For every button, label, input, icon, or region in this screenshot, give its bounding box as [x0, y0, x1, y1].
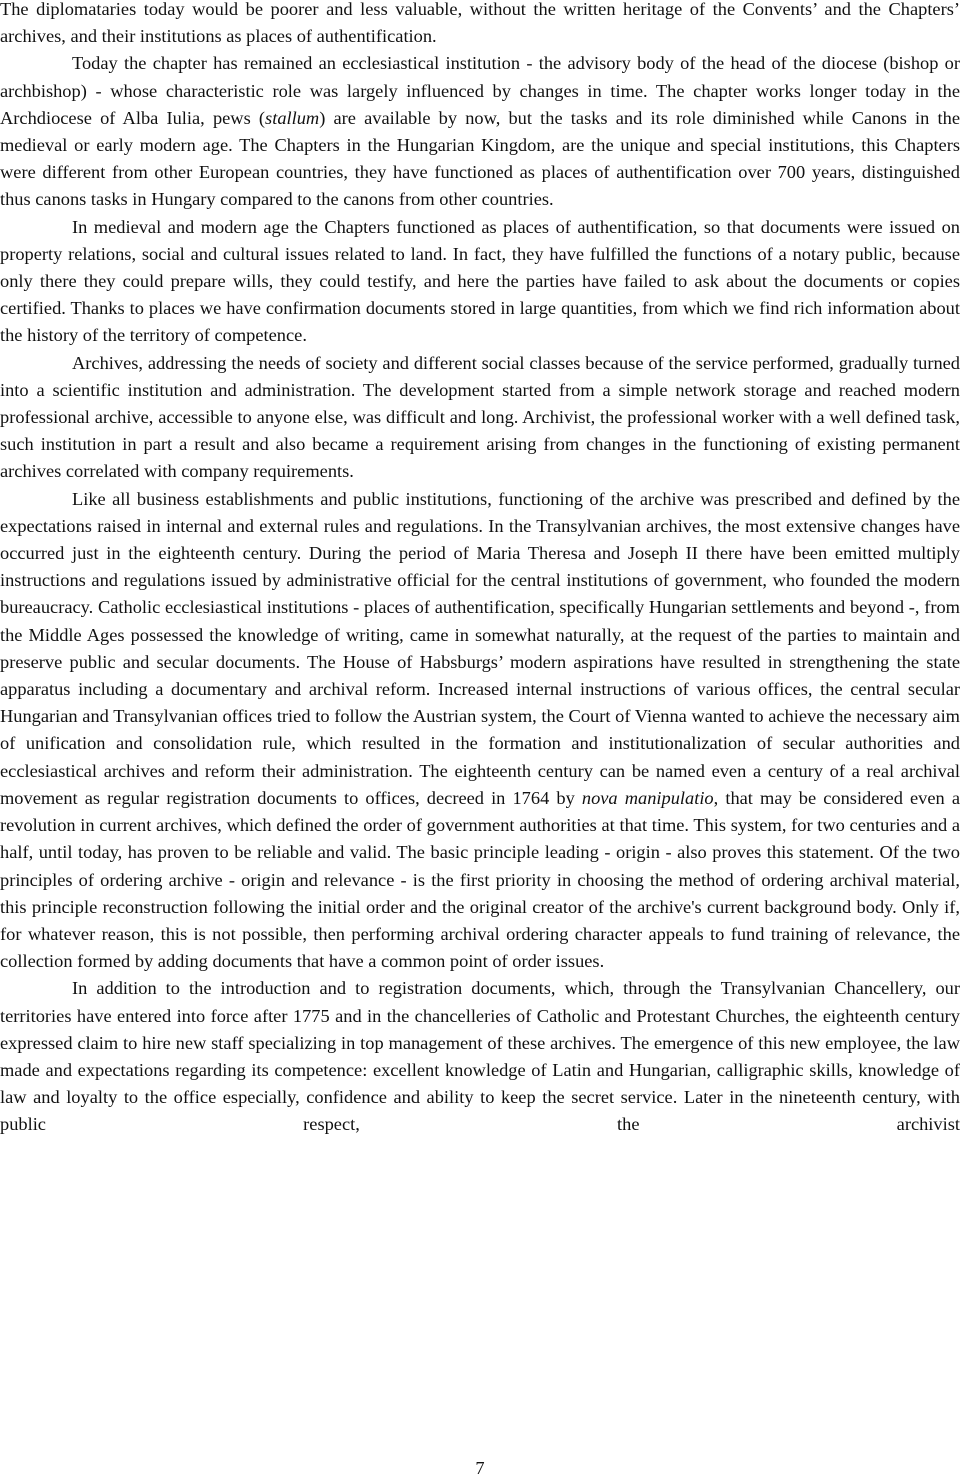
paragraph-text: , that may be considered even a revolution in current archives, which defined the order of government authorities at that time. This system, for two centuries and a half, until today, has proven to be reliable and valid. The basic principle leading - origin - also proves this statement. Of the two principles of ordering archive - origin and relevance - is the first priority in choosing the method of ordering archival material, this principle reconstruction following the initial order and the original creator of the archive's current background body. Only if, for whatever reason, this is not possible, then performing archival ordering character appeals to fund training of relevance, the collection formed by adding documents that have a common point of order issues. [0, 787, 960, 972]
paragraph [0, 350, 960, 486]
paragraph-text: In addition to the introduction and to registration documents, which, through the Transylvanian Chancellery, our territories have entered into force after 1775 and in the chancelleries of Catholic and Protestant Churches, the eighteenth century expressed claim to hire new staff specializing in top management of these archives. The emergence of this new employee, the law made and expectations regarding its competence: excellent knowledge of Latin and Hungarian, calligraphic skills, knowledge of law and loyalty to the office especially, confidence and ability to keep the secret service. Later in the nineteenth century, with public respect, the archivist [0, 978, 960, 1135]
italic-term: nova manipulatio [581, 787, 714, 808]
paragraph [0, 214, 960, 350]
paragraph [0, 0, 960, 50]
page-number: 7 [475, 1458, 485, 1478]
paragraph [0, 486, 960, 976]
paragraph-text: The diplomataries today would be poorer and less valuable, without the written heritage of the Convents’ and the Chapters’ archives, and their institutions as places of authentification. [0, 0, 960, 47]
italic-term: stallum [265, 107, 320, 128]
paragraph-text: In medieval and modern age the Chapters functioned as places of authentification, so that documents were issued on property relations, social and cultural issues related to land. In fact, they have fulfilled the functions of a notary public, because only there they could prepare wills, they could testify, and here the parties have failed to ask about the documents or copies certified. Thanks to places we have confirmation documents stored in large quantities, from which we find rich information about the history of the territory of competence. [0, 216, 960, 346]
paragraph-text: Like all business establishments and public institutions, functioning of the archive was prescribed and defined by the expectations raised in internal and external rules and regulations. In the Transylvanian archives, the most extensive changes have occurred just in the eighteenth century. During the period of Maria Theresa and Joseph II there have been emitted multiply instructions and regulations issued by administrative official for the central institutions of government, who founded the modern bureaucracy. Catholic ecclesiastical institutions - places of authentification, specifically Hungarian settlements and beyond -, from the Middle Ages possessed the knowledge of writing, came in somewhat naturally, at the request of the parties to maintain and preserve public and secular documents. The House of Habsburgs’ modern aspirations have resulted in strengthening the state apparatus including a documentary and archival reform. Increased internal instructions of various offices, the central secular Hungarian and Transylvanian offices tried to follow the Austrian system, the Court of Vienna wanted to achieve the necessary aim of unification and consolidation rule, which resulted in the formation and institutionalization of secular authorities and ecclesiastical archives and reform their administration. The eighteenth century can be named even a century of a real archival movement as regular registration documents to offices, decreed in 1764 by [0, 488, 960, 808]
paragraph [0, 975, 960, 1138]
paragraph-text: ) are available by now, but the tasks and its role diminished while Canons in the medieval or early modern age. The Chapters in the Hungarian Kingdom, are the unique and special institutions, this Chapters were different from other European countries, they have functioned as places of authentification over 700 years, distinguished thus canons tasks in Hungary compared to the canons from other countries. [0, 107, 960, 210]
paragraph-text: Archives, addressing the needs of society and different social classes because of the service performed, gradually turned into a scientific institution and administration. The development started from a simple network storage and reached modern professional archive, accessible to anyone else, was difficult and long. Archivist, the professional worker with a well defined task, such institution in part a result and also became a requirement arising from changes in the functioning of existing permanent archives correlated with company requirements. [0, 352, 960, 482]
paragraph [0, 50, 960, 213]
paragraph-text: Today the chapter has remained an ecclesiastical institution - the advisory body of the head of the diocese (bishop or archbishop) - whose characteristic role was largely influenced by changes in time. The chapter works longer today in the Archdiocese of Alba Iulia, pews ( [0, 53, 960, 128]
